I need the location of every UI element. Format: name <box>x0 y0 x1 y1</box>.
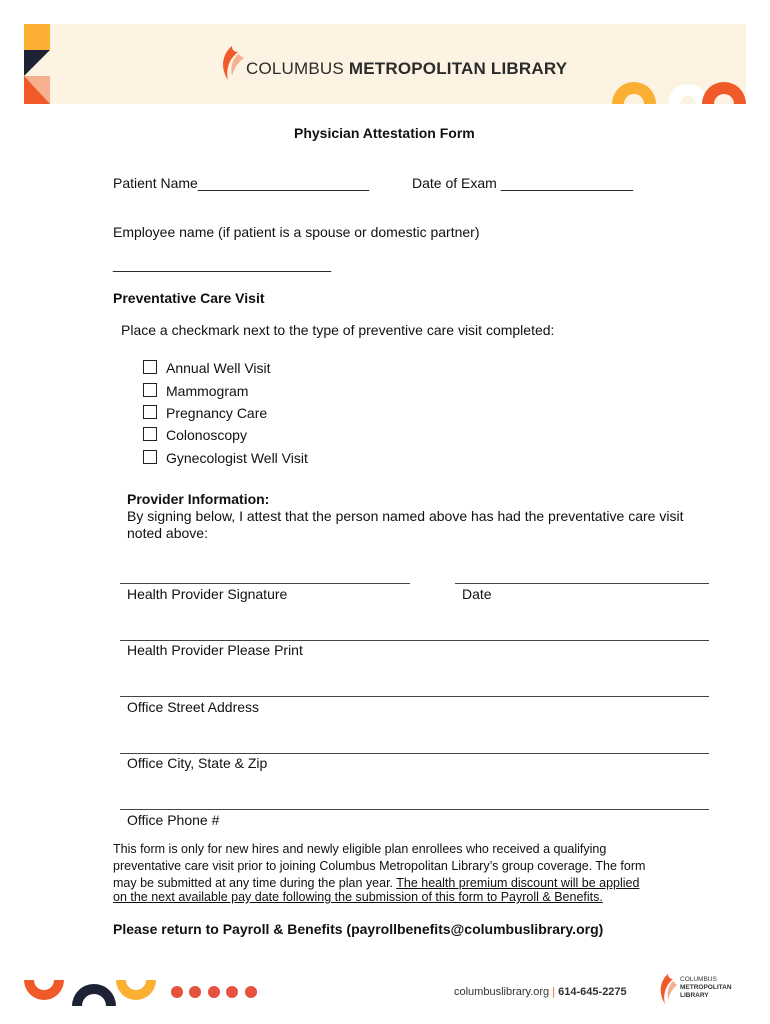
footer-phone: 614-645-2275 <box>558 986 627 998</box>
return-instructions: Please return to Payroll & Benefits (payrollbenefits@columbuslibrary.org) <box>113 921 604 937</box>
checkbox-label: Gynecologist Well Visit <box>166 450 308 466</box>
footer-decorative-arcs <box>22 976 162 1006</box>
footer-logo-text: COLUMBUS METROPOLITAN LIBRARY <box>680 976 732 999</box>
checkbox-label: Pregnancy Care <box>166 405 268 421</box>
print-name-label: Health Provider Please Print <box>127 642 303 658</box>
employee-name-label: Employee name (if patient is a spouse or domestic partner) <box>113 224 480 240</box>
checkbox-gynecologist-well-visit[interactable] <box>143 450 157 464</box>
note-text: preventative care visit prior to joining Columbus Metropolitan Library’s group coverage. The form <box>113 859 646 873</box>
provider-heading: Provider Information: <box>127 491 270 507</box>
checkbox-label: Annual Well Visit <box>166 360 271 376</box>
date-of-exam-field[interactable]: Date of Exam _________________ <box>412 175 634 191</box>
youtube-icon[interactable] <box>245 986 257 998</box>
footer-contact <box>454 986 627 998</box>
phone-label: Office Phone # <box>127 812 220 828</box>
footer-separator: | <box>552 986 556 998</box>
form-title: Physician Attestation Form <box>294 125 475 141</box>
date-line[interactable] <box>455 583 709 584</box>
signature-label: Health Provider Signature <box>127 586 288 602</box>
checkbox-colonoscopy[interactable] <box>143 427 157 441</box>
checkbox-pregnancy-care[interactable] <box>143 405 157 419</box>
footer-flame-logo-icon <box>657 972 677 1006</box>
section-title-preventative: Preventative Care Visit <box>113 290 265 306</box>
checkbox-annual-well-visit[interactable] <box>143 360 157 374</box>
city-state-zip-label: Office City, State & Zip <box>127 755 268 771</box>
twitter-icon[interactable] <box>189 986 201 998</box>
street-address-label: Office Street Address <box>127 699 260 715</box>
checkbox-label: Mammogram <box>166 383 249 399</box>
social-icons <box>171 985 259 1003</box>
instagram-icon[interactable] <box>208 986 220 998</box>
tiktok-icon[interactable] <box>226 986 238 998</box>
city-state-zip-line[interactable] <box>120 753 709 754</box>
note-text: may be submitted at any time during the plan year. The health premium discount will be applied <box>113 876 640 890</box>
provider-text: noted above: <box>127 525 208 541</box>
note-text-underlined: on the next available pay date following the submission of this form to Payroll & Benefits. <box>113 890 603 904</box>
patient-name-field[interactable]: Patient Name______________________ <box>113 175 370 191</box>
provider-text: By signing below, I attest that the person named above has had the preventative care visit <box>127 508 684 524</box>
employee-name-field[interactable]: ____________________________ <box>113 256 332 272</box>
date-label: Date <box>462 586 492 602</box>
signature-line[interactable] <box>120 583 410 584</box>
checkbox-mammogram[interactable] <box>143 383 157 397</box>
print-name-line[interactable] <box>120 640 709 641</box>
street-address-line[interactable] <box>120 696 709 697</box>
facebook-icon[interactable] <box>171 986 183 998</box>
checkbox-label: Colonoscopy <box>166 427 247 443</box>
phone-line[interactable] <box>120 809 709 810</box>
website-link[interactable]: columbuslibrary.org <box>454 986 550 998</box>
header-banner <box>24 24 746 104</box>
note-text: This form is only for new hires and newly eligible plan enrollees who received a qualifying <box>113 842 607 856</box>
library-flame-logo-icon <box>218 44 244 82</box>
instruction-text: Place a checkmark next to the type of preventive care visit completed: <box>121 322 555 338</box>
library-logo-text: COLUMBUS METROPOLITAN LIBRARY <box>246 59 568 78</box>
